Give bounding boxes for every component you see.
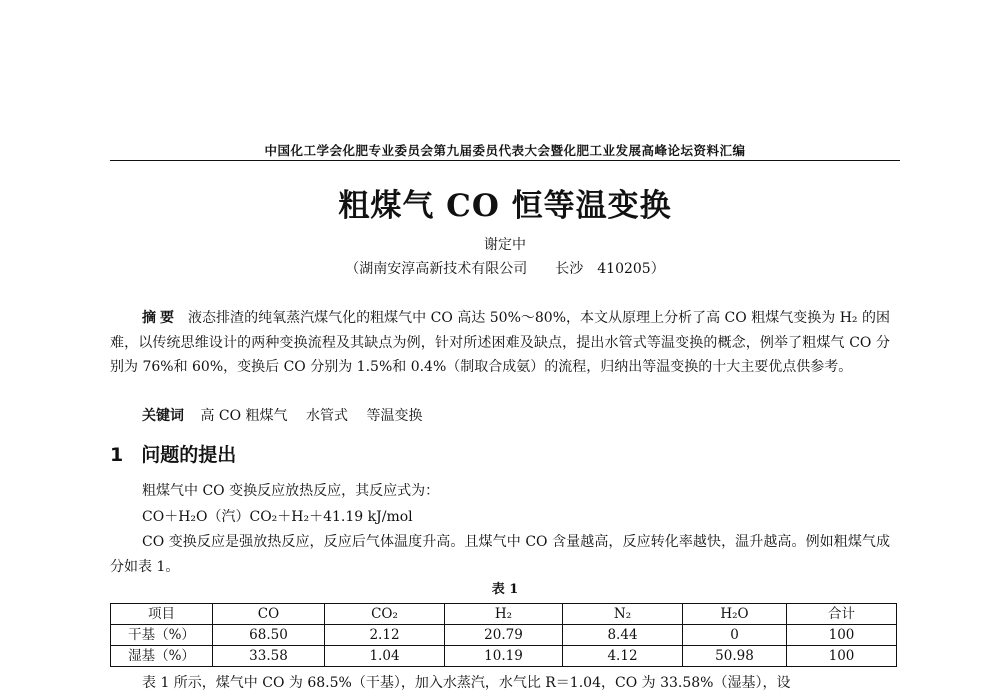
- paper-title: 粗煤气 CO 恒等温变换: [338, 188, 672, 224]
- table-header-cell: 项目: [111, 604, 213, 625]
- table-header-cell: 合计: [787, 604, 897, 625]
- author: 谢定中: [484, 237, 526, 253]
- header-rule: [110, 160, 900, 161]
- body-paragraph-partial: 表 1 所示，煤气中 CO 为 68.5%（干基），加入水蒸汽，水气比 R＝1.04，CO 为 33.58%（湿基），设: [142, 675, 791, 691]
- composition-table: [110, 603, 897, 667]
- table-cell: 干基（%）: [111, 625, 213, 646]
- section-title: 问题的提出: [141, 444, 237, 466]
- table-caption: 表 1: [491, 582, 519, 597]
- keywords-label: 关键词: [142, 408, 184, 424]
- abstract: [110, 306, 890, 380]
- table-cell: 68.50: [213, 625, 325, 646]
- abstract-label: 摘要: [142, 310, 179, 326]
- table-cell: 8.44: [563, 625, 683, 646]
- body-paragraph: CO 变换反应是强放热反应，反应后气体温度升高。且煤气中 CO 含量越高，反应转化率越快，温升越高。例如粗煤气成分如表 1。: [110, 534, 890, 575]
- running-header: 中国化工学会化肥专业委员会第九届委员代表大会暨化肥工业发展高峰论坛资料汇编: [264, 143, 746, 158]
- keyword-item: 水管式: [306, 408, 348, 424]
- table-cell: 100: [787, 625, 897, 646]
- reaction-equation: CO＋H₂O（汽）CO₂＋H₂＋41.19 kJ/mol: [142, 509, 413, 525]
- table-cell: 2.12: [325, 625, 445, 646]
- table-header-cell: CO: [213, 604, 325, 625]
- table-cell: 10.19: [445, 646, 563, 667]
- table-header-cell: H₂: [445, 604, 563, 625]
- table-row: [111, 625, 897, 646]
- section-heading: [110, 442, 236, 468]
- keywords: [142, 405, 890, 427]
- table-cell: 20.79: [445, 625, 563, 646]
- abstract-text: 液态排渣的纯氧蒸汽煤气化的粗煤气中 CO 高达 50%～80%，本文从原理上分析了高 CO 粗煤气变换为 H₂ 的困难，以传统思维设计的两种变换流程及其缺点为例，针对所述困难及缺点，提出水管式等温变换的概念，例举了粗煤气 CO 分别为 76%和 60%，变换后 CO 分别为 1.5%和 0.4%（制取合成氨）的流程，归纳出等温变换的十大主要优点供参考。: [110, 310, 891, 375]
- table-cell: 50.98: [683, 646, 787, 667]
- table-cell: 33.58: [213, 646, 325, 667]
- table-header-cell: N₂: [563, 604, 683, 625]
- table-cell: 0: [683, 625, 787, 646]
- affiliation: （湖南安淳高新技术有限公司 长沙 410205）: [345, 261, 665, 277]
- keyword-item: 高 CO 粗煤气: [200, 408, 288, 424]
- body-paragraph: 粗煤气中 CO 变换反应放热反应，其反应式为：: [142, 483, 440, 499]
- section-number: 1: [110, 444, 124, 466]
- table-cell: 湿基（%）: [111, 646, 213, 667]
- table-cell: 100: [787, 646, 897, 667]
- table-row: [111, 646, 897, 667]
- table-header-cell: CO₂: [325, 604, 445, 625]
- table-header-cell: H₂O: [683, 604, 787, 625]
- table-header-row: [111, 604, 897, 625]
- table-cell: 4.12: [563, 646, 683, 667]
- keyword-item: 等温变换: [366, 408, 423, 424]
- table-cell: 1.04: [325, 646, 445, 667]
